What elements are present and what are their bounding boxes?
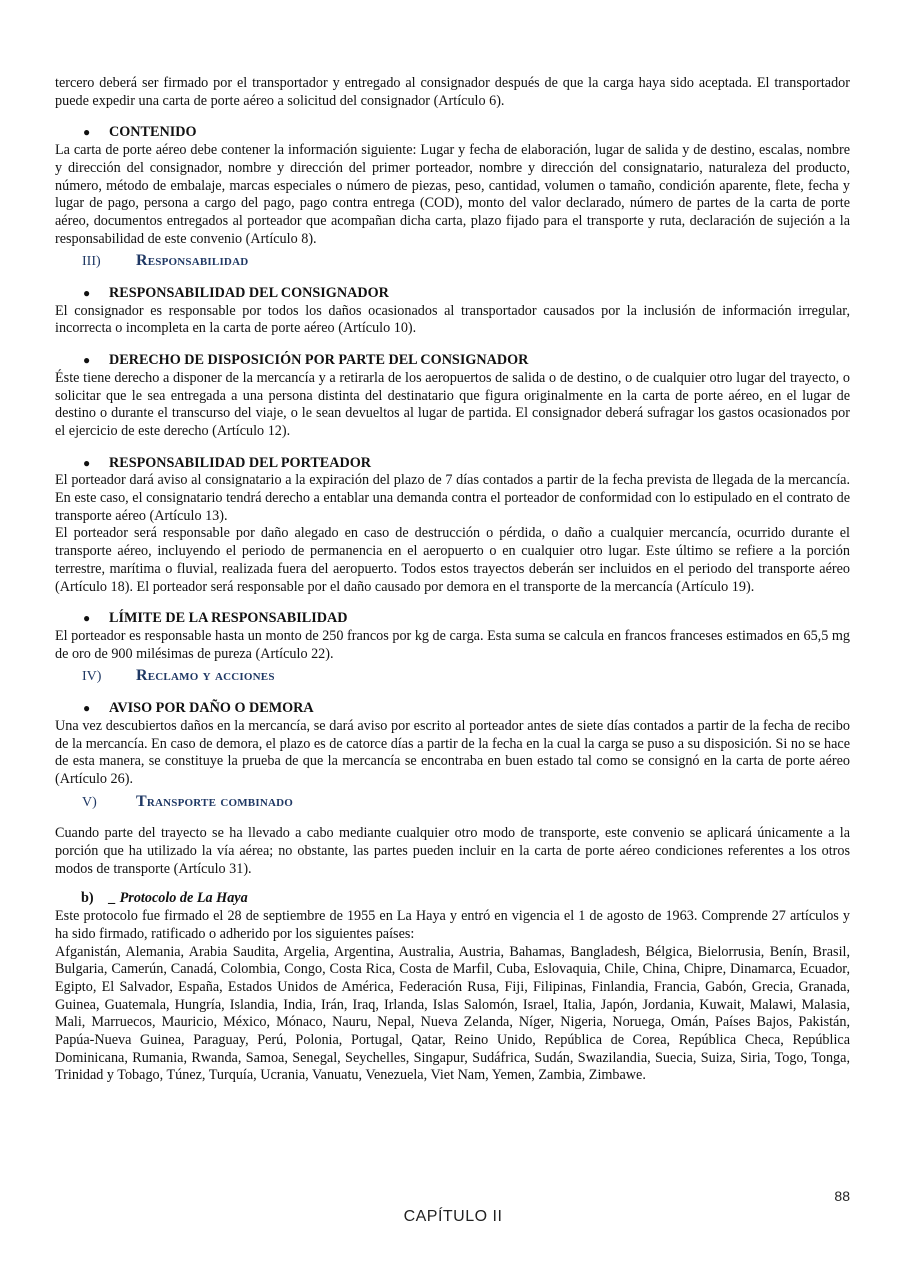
bullet-icon: ● [83, 611, 91, 626]
subsection-letter: b) [81, 890, 94, 907]
body-paragraph: El consignador es responsable por todos los daños ocasionados al transportador causados por la inclusión de información irregular, incorrecta o incompleta en la carta de porte aéreo (Artículo 10). [55, 302, 850, 337]
intro-paragraph: tercero deberá ser firmado por el transportador y entregado al consignador después de que la carga haya sido aceptada. El transportador puede expedir una carta de porte aéreo a solicitud del consignador (Artículo 6). [55, 75, 850, 109]
section-heading-iii [55, 252, 850, 271]
chapter-footer: CAPÍTULO II [403, 1208, 503, 1225]
body-paragraph: Este protocolo fue firmado el 28 de septiembre de 1955 en La Haya y entró en vigencia el 1 de agosto de 1963. Comprende 27 artículos y ha sido firmado, ratificado o adherido por los siguientes países: [55, 908, 850, 942]
bullet-heading-label: DERECHO DE DISPOSICIÓN POR PARTE DEL CONSIGNADOR [109, 352, 529, 369]
section-title: Responsabilidad [136, 252, 249, 270]
body-paragraph: El porteador dará aviso al consignatario a la expiración del plazo de 7 días contados a partir de la fecha prevista de llegada de la mercancía. En este caso, el consignatario tendrá derecho a entablar una demanda contra el porteador de conformidad con lo estipulado en el contrato de transporte aéreo (Artículo 13). [55, 472, 850, 524]
body-paragraph: Éste tiene derecho a disponer de la mercancía y a retirarla de los aeropuertos de salida o de destino, o de cualquier otro lugar del trayecto, o solicitar que le sea entregada a una persona distinta del destinatario que figura originalmente en la carta de porte aéreo, en el lugar de destino o durante el transcurso del viaje, o le sean devueltos al lugar de partida. El consignador deberá sufragar los gastos ocasionados por el ejercicio de este derecho (Artículo 12). [55, 369, 850, 439]
page-number: 88 [834, 1188, 850, 1204]
bullet-heading-label: AVISO POR DAÑO O DEMORA [109, 700, 314, 717]
bullet-heading [55, 610, 850, 628]
section-heading-v [55, 793, 850, 812]
bullet-heading-label: RESPONSABILIDAD DEL PORTEADOR [109, 454, 372, 471]
bullet-icon: ● [83, 701, 91, 716]
bullet-icon: ● [83, 286, 91, 301]
subsection-heading-b [55, 890, 850, 908]
section-number: IV) [82, 669, 102, 685]
section-title: Transporte combinado [136, 792, 294, 810]
subsection-title: _ Protocolo de La Haya [109, 890, 248, 907]
bullet-icon: ● [83, 455, 91, 470]
bullet-heading-contenido [55, 124, 850, 142]
bullet-heading [55, 352, 850, 370]
section-number: V) [82, 794, 97, 810]
bullet-heading [55, 700, 850, 718]
body-paragraph: Una vez descubiertos daños en la mercancía, se dará aviso por escrito al porteador antes de siete días contados a partir de la fecha de recibo de la mercancía. En caso de demora, el plazo es de catorce días a partir de la fecha en la cual la carga se puso a su disposición. Si no se hace de esta manera, se constituye la prueba de que la mercancía se encontraba en buen estado tal como se consignó en la carta de porte aéreo (Artículo 26). [55, 717, 850, 787]
contenido-paragraph: La carta de porte aéreo debe contener la información siguiente: Lugar y fecha de elaboración, lugar de salida y de destino, escalas, nombre y dirección del consignador, nombre y dirección del primer porteador, nombre y dirección del consignatario, naturaleza del producto, número, método de embalaje, marcas especiales o número de piezas, peso, cantidad, volumen o tamaño, condición aparente, flete, fecha y lugar de pago, persona a cargo del pago, pago contra entrega (COD), monto del valor declarado, número de partes de la carta de porte aéreo, documentos entregados al porteador que acompañan dicha carta, plazo fijado para el transporte y ruta, declaración de sujeción a la responsabilidad de este convenio (Artículo 8). [55, 142, 850, 247]
bullet-heading-label: LÍMITE DE LA RESPONSABILIDAD [109, 610, 348, 627]
document-body [55, 75, 850, 1085]
body-paragraph: El porteador será responsable por daño alegado en caso de destrucción o pérdida, o daño a cualquier mercancía, ocurrido durante el transporte aéreo, incluyendo el periodo de permanencia en el aeropuerto o en cualquier otro lugar. Este último se refiere a la porción terrestre, marítima o fluvial, realizada fuera del aeropuerto. Todos estos trayectos deberán ser incluidos en el periodo del transporte aéreo (Artículo 18). El porteador será responsable por el daño causado por demora en el transporte de la mercancía (Artículo 19). [55, 525, 850, 595]
countries-list: Afganistán, Alemania, Arabia Saudita, Argelia, Argentina, Australia, Austria, Bahamas, Bangladesh, Bélgica, Bielorrusia, Benín, Brasil, Bulgaria, Camerún, Canadá, Colombia, Congo, Costa Rica, Costa de Marfil, Cuba, Eslovaquia, Chile, China, Chipre, Dinamarca, Ecuador, Egipto, El Salvador, España, Estados Unidos de América, Federación Rusa, Fiji, Filipinas, Finlandia, Francia, Gabón, Grecia, Granada, Guinea, Guatemala, Hungría, Islandia, India, Irán, Iraq, Irlanda, Islas Salomón, Israel, Italia, Japón, Jordania, Kuwait, Malawi, Malasia, Mali, Marruecos, Mauricio, México, Mónaco, Nauru, Nepal, Nueva Zelanda, Níger, Nigeria, Noruega, Omán, Países Bajos, Pakistán, Papúa-Nueva Guinea, Paraguay, Perú, Polonia, Portugal, Qatar, Reino Unido, República de Corea, República Checa, República Dominicana, Rumania, Rwanda, Samoa, Senegal, Seychelles, Singapur, Sudáfrica, Sudán, Swazilandia, Suecia, Suiza, Siria, Togo, Tonga, Trinidad y Tobago, Túnez, Turquía, Ucrania, Vanuatu, Venezuela, Viet Nam, Yemen, Zambia, Zimbawe. [55, 943, 850, 1084]
body-paragraph: Cuando parte del trayecto se ha llevado a cabo mediante cualquier otro modo de transporte, este convenio se aplicará únicamente a la porción que ha utilizado la vía aérea; no obstante, las partes pueden incluir en la carta de porte aéreo condiciones referentes a los otros modos de transporte (Artículo 31). [55, 825, 850, 877]
section-heading-iv [55, 667, 850, 686]
body-paragraph: El porteador es responsable hasta un monto de 250 francos por kg de carga. Esta suma se calcula en francos franceses estimados en 65,5 mg de oro de 900 milésimas de pureza (Artículo 22). [55, 627, 850, 662]
bullet-icon: ● [83, 353, 91, 368]
bullet-heading-label: CONTENIDO [109, 124, 197, 141]
bullet-heading-label: RESPONSABILIDAD DEL CONSIGNADOR [109, 285, 389, 302]
bullet-icon: ● [83, 125, 91, 140]
bullet-heading [55, 285, 850, 303]
section-title: Reclamo y acciones [136, 667, 275, 685]
bullet-heading [55, 455, 850, 473]
section-number: III) [82, 254, 101, 270]
